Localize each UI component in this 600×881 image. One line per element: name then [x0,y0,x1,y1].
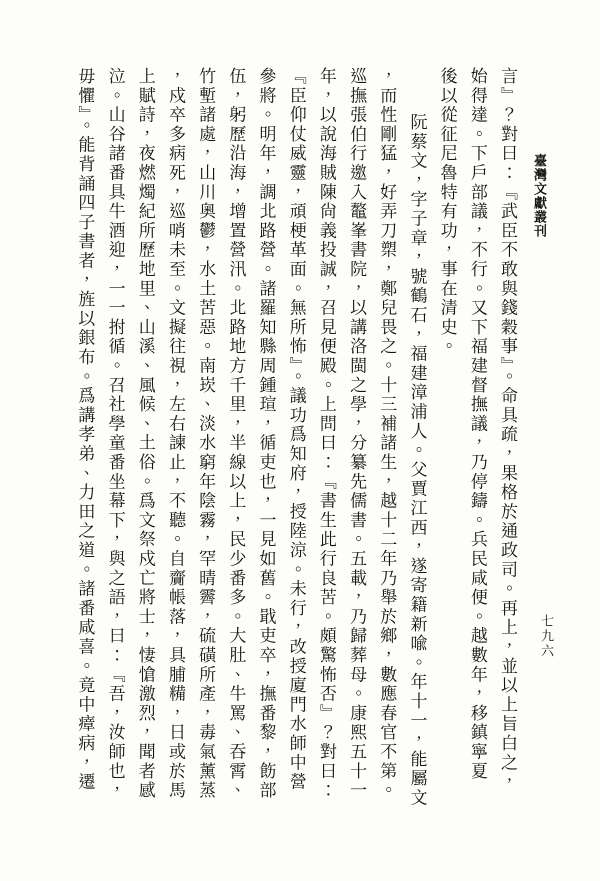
text-column-6: 巡撫張伯行邀入鼇峯書院，以講洛閩之學，分纂先儒書。五載，乃歸葬母。康熙五十一 [347,67,367,801]
text-column-9: 參將。明年，調北路營。諸羅知縣周鍾瑄，循吏也，一見如舊。戢吏卒，撫番黎，飭部 [256,67,276,801]
text-column-14: 泣。山谷諸番具牛酒迎，一一拊循。召社學童番坐幕下，與之語，曰：『吾，汝師也， [105,67,125,801]
text-column-7: 年，以說海賊陳尙義投誠，召見便殿。上問曰：『書生此行良苦。頗驚怖否』？對曰： [316,67,336,801]
text-column-5: ，而性剛猛，好弄刀槊，鄭兒畏之。十三補諸生，越十二年乃舉於鄉，數應春官不第。 [377,67,397,801]
text-column-3: 後以從征尼魯特有功，事在清史。 [437,67,457,357]
text-column-15: 毋懼』。能背誦四子書者，旌以銀布。爲講孝弟、力田之道。諸番咸喜。竟中瘴病，遷 [75,67,95,792]
text-column-12: ，戍卒多病死，巡哨未至。文擬往視，左右諫止，不聽。自齎帳落，具脯糒，日或於馬 [165,67,185,801]
text-column-4: 阮蔡文，字子章，號鶴石，福建漳浦人。父賈江西，遂寄籍新喩。年十一，能屬文 [407,113,427,808]
page-number: 七九六 [539,614,554,659]
text-column-1: 言』？對曰：『武臣不敢與錢穀事』。命具疏，果格於通政司。再上，並以上旨白之， [498,67,517,792]
text-block [68,67,522,813]
text-column-8: 『臣仰仗威靈，頑梗革面。無所怖』。議功爲知府，授陸涼。未行，改授廈門水師中營 [286,67,306,792]
text-column-13: 上賦詩，夜燃燭紀所歷地里、山溪、風候、土俗。爲文祭戍亡將士，悽愴激烈，聞者感 [135,67,155,801]
text-column-11: 竹塹諸處，山川奧鬱，水土苦惡。南崁、淡水窮年陰霧，罕晴霽，硫磺所產，毒氣薰蒸 [196,67,216,801]
series-title: 臺灣文獻叢刊 [532,154,547,238]
text-column-2: 始得達。下戶部議，不行。又下福建督撫議，乃停鑄。兵民咸便。越數年，移鎮寧夏 [467,67,487,782]
text-column-10: 伍，躬歷沿海，增置營汛。北路地方千里，半線以上，民少番多。大肚、牛罵、吞霄、 [226,67,246,801]
